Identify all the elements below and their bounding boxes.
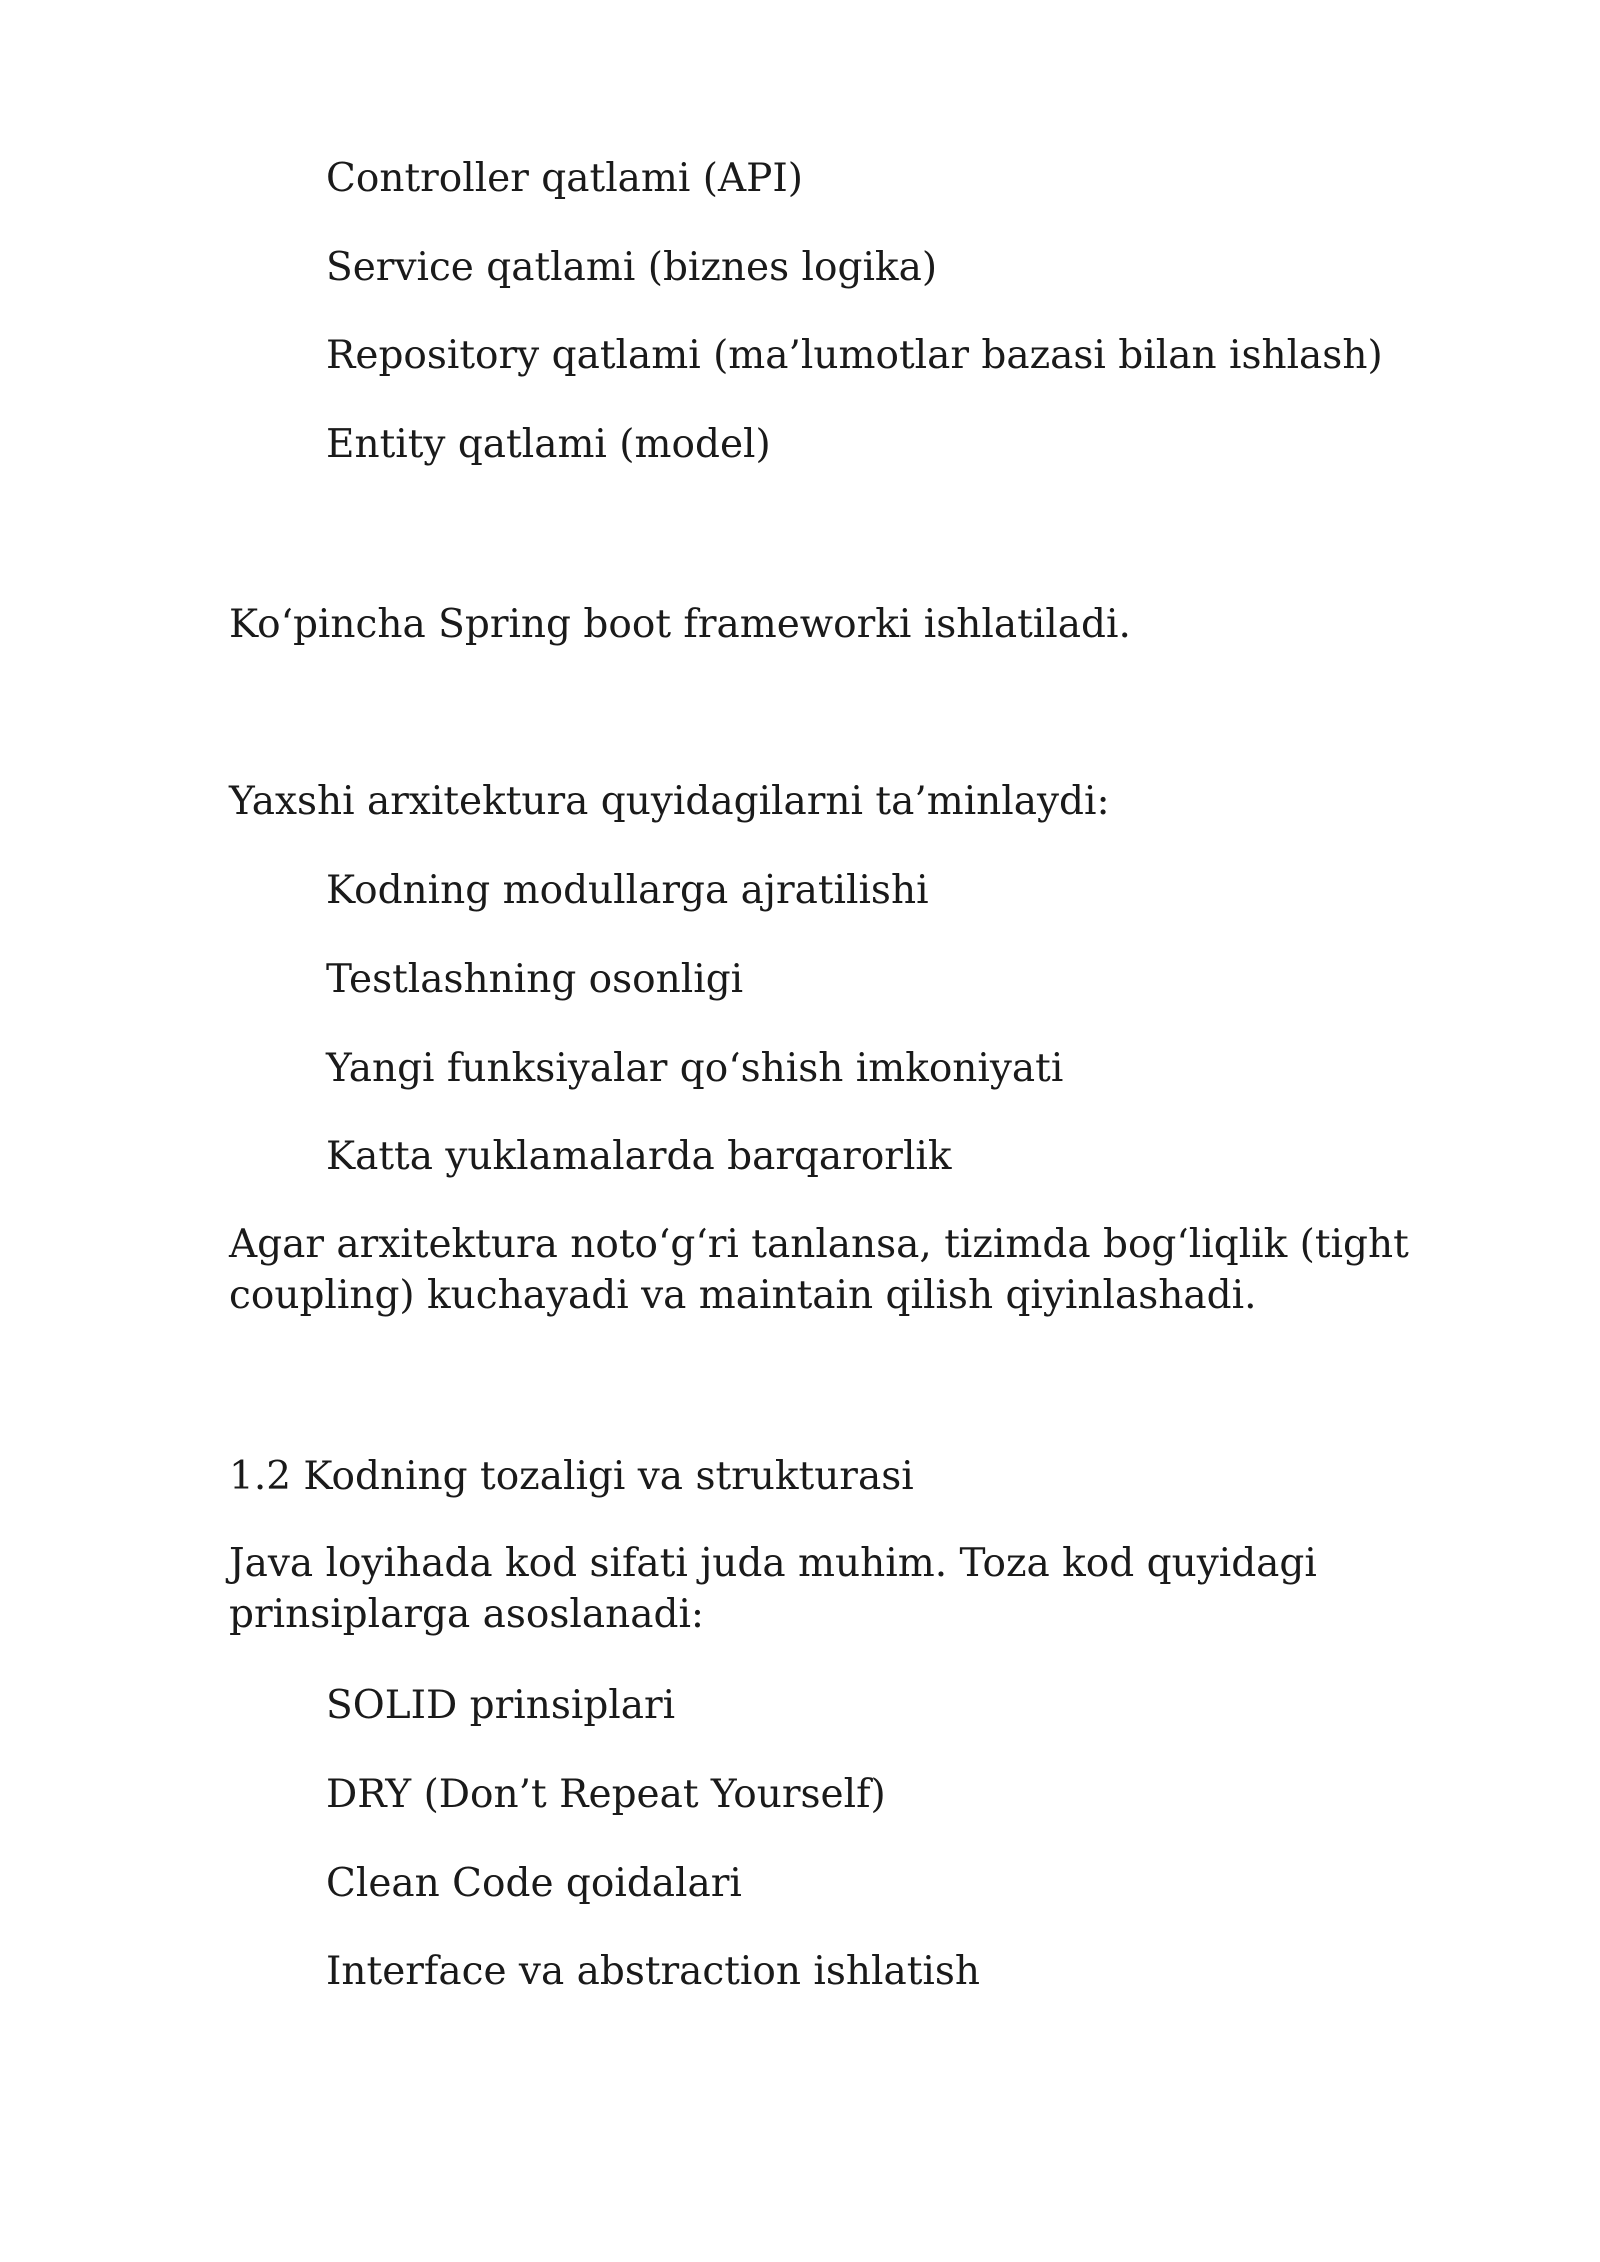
- list-item: SOLID prinsiplari: [326, 1683, 676, 1728]
- list-item: Kodning modullarga ajratilishi: [326, 868, 929, 913]
- section-heading: 1.2 Kodning tozaligi va strukturasi: [229, 1454, 914, 1499]
- clean-code-paragraph: Java loyihada kod sifati juda muhim. Toza kod quyidagi prinsiplarga asoslanadi:: [229, 1541, 1317, 1637]
- coupling-paragraph: Agar arxitektura noto‘g‘ri tanlansa, tizimda bog‘liqlik (tight coupling) kuchayadi va maintain qilish qiyinlashadi.: [229, 1222, 1409, 1318]
- list-item: Entity qatlami (model): [326, 422, 771, 467]
- list-item: Testlashning osonligi: [326, 957, 744, 1002]
- list-item: Interface va abstraction ishlatish: [326, 1949, 980, 1994]
- list-item: DRY (Don’t Repeat Yourself): [326, 1772, 886, 1817]
- list-item: Clean Code qoidalari: [326, 1861, 742, 1906]
- list-item: Yangi funksiyalar qo‘shish imkoniyati: [326, 1046, 1064, 1091]
- spring-note: Ko‘pincha Spring boot frameworki ishlatiladi.: [229, 602, 1131, 647]
- list-item: Katta yuklamalarda barqarorlik: [326, 1134, 952, 1179]
- list-item: Service qatlami (biznes logika): [326, 245, 938, 290]
- architecture-intro: Yaxshi arxitektura quyidagilarni ta’minlaydi:: [229, 779, 1110, 824]
- list-item: Controller qatlami (API): [326, 156, 804, 201]
- list-item: Repository qatlami (ma’lumotlar bazasi bilan ishlash): [326, 333, 1383, 378]
